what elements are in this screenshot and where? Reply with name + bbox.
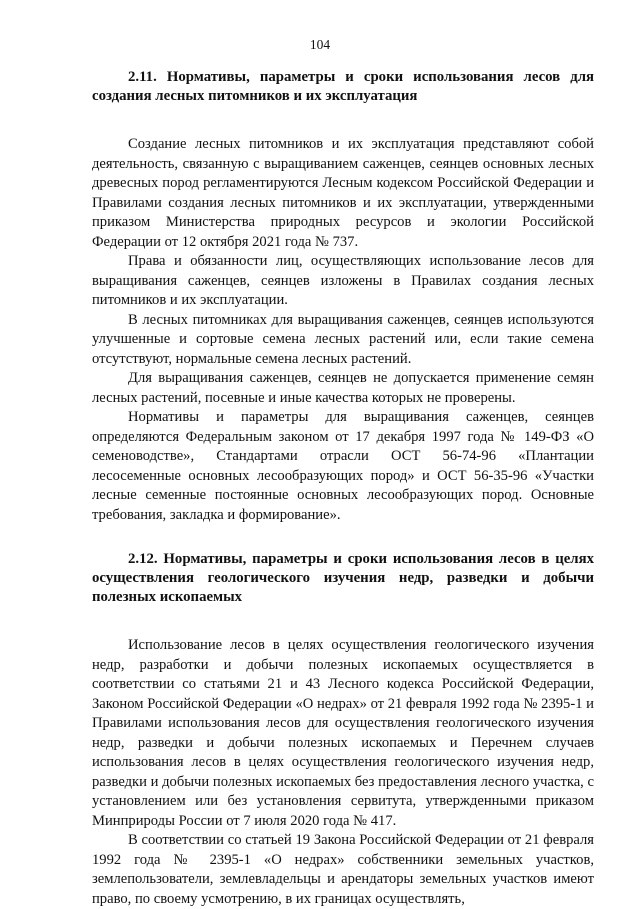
paragraph: В соответствии со статьей 19 Закона Российской Федерации от 21 февраля 1992 года № 2395-1 «О недрах» собственники земельных участков, землепользователи, землевладельцы и арендаторы земельных участков имеют право, по своему усмотрению, в их границах осуществлять, xyxy=(92,832,594,907)
paragraph: В лесных питомниках для выращивания саженцев, сеянцев используются улучшенные и сортовые семена лесных растений или, если такие семена отсутствуют, нормальные семена лесных растений. xyxy=(92,311,594,367)
page-number: 104 xyxy=(309,37,331,52)
document-body xyxy=(92,68,594,909)
paragraph: Нормативы и параметры для выращивания саженцев, сеянцев определяются Федеральным законом от 17 декабря 1997 года № 149-ФЗ «О семеноводстве», Стандартами отрасли ОСТ 56-74-96 «Плантации лесосеменные основных лесообразующих пород» и ОСТ 56-35-96 «Участки лесные семенные постоянные основных лесообразующих пород. Основные требования, закладка и формирование». xyxy=(92,409,594,523)
paragraph: Использование лесов в целях осуществления геологического изучения недр, разработки и добычи полезных ископаемых осуществляется в соответствии со статьями 21 и 43 Лесного кодекса Российской Федерации, Законом Российской Федерации «О недрах» от 21 февраля 1992 года № 2395-1 и Правилами использования лесов для осуществления геологического изучения недр, разведки и добычи полезных ископаемых и Перечнем случаев использования лесов в целях осуществления геологического изучения недр, разведки и добычи полезных ископаемых без предоставления лесного участка, с установлением или без установления сервитута, утвержденными приказом Минприроды России от 7 июля 2020 года № 417. xyxy=(92,637,594,829)
paragraph: Для выращивания саженцев, сеянцев не допускается применение семян лесных растений, посевные и иные качества которых не проверены. xyxy=(92,370,594,406)
paragraph: Права и обязанности лиц, осуществляющих использование лесов для выращивания саженцев, сеянцев изложены в Правилах создания лесных питомников и их эксплуатации. xyxy=(92,253,594,308)
paragraph: Создание лесных питомников и их эксплуатация представляют собой деятельность, связанную с выращиванием саженцев, сеянцев основных лесных древесных пород регламентируются Лесным кодексом Российской Федерации и Правилами создания лесных питомников и их эксплуатации, утвержденными приказом Министерства природных ресурсов и экологии Российской Федерации от 12 октября 2021 года № 737. xyxy=(92,136,594,250)
section-2-12-title: 2.12. Нормативы, параметры и сроки использования лесов в целях осуществления геологического изучения недр, разведки и добычи полезных ископаемых xyxy=(92,551,594,605)
section-2-11-title: 2.11. Нормативы, параметры и сроки использования лесов для создания лесных питомников и их эксплуатация xyxy=(92,69,594,104)
